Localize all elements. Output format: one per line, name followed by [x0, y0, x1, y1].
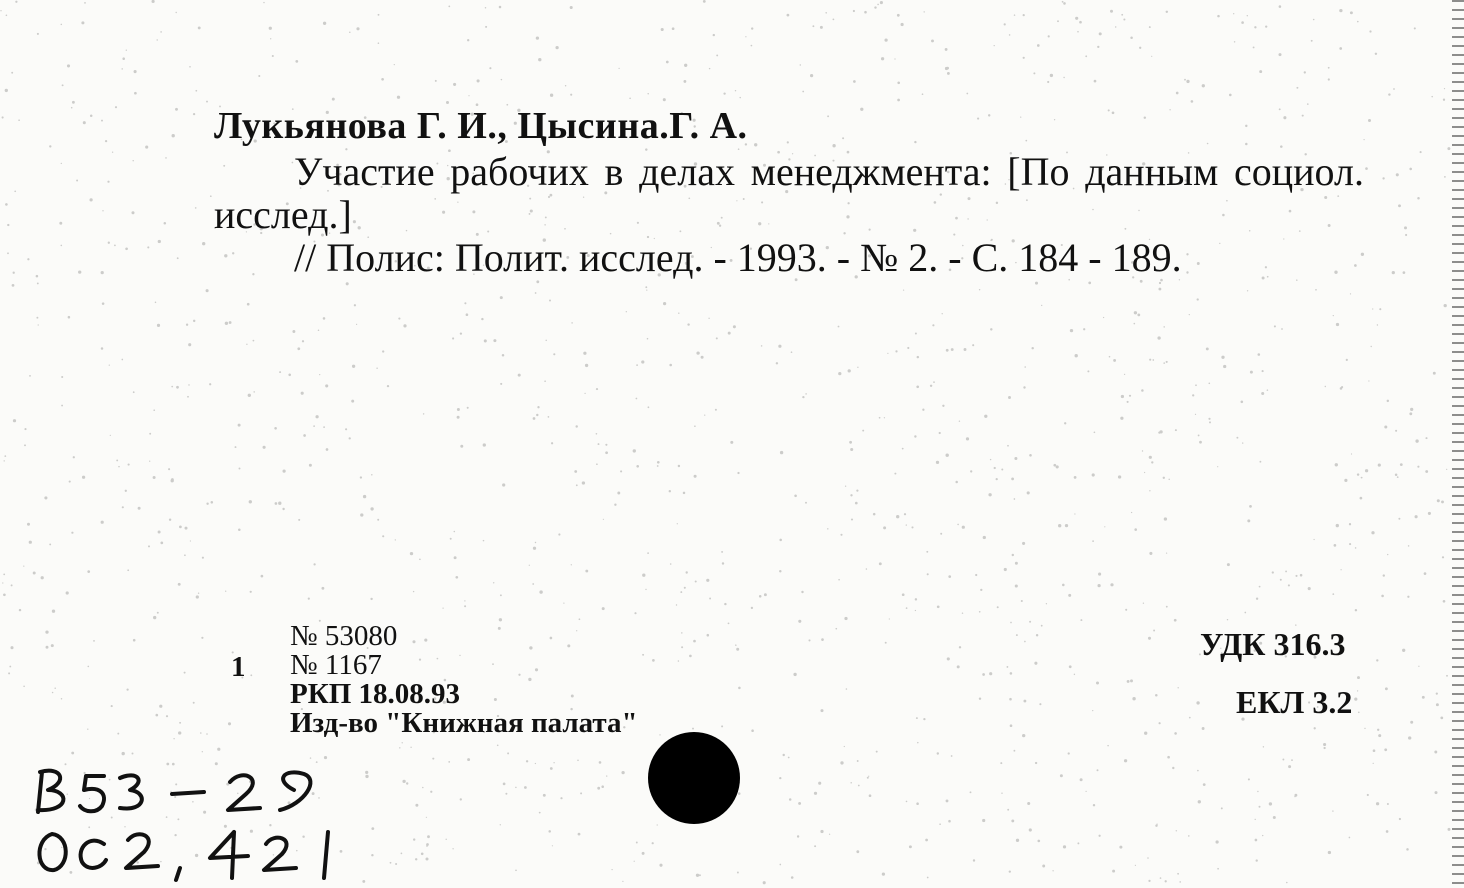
imprint-line-1: № 53080 [290, 620, 398, 652]
card-right-edge [1452, 0, 1464, 888]
author-line: Лукьянова Г. И., Цысина.Г. А. [214, 105, 748, 147]
handwritten-shelfmark [34, 760, 354, 888]
imprint-line-4: Изд-во "Книжная палата" [290, 707, 638, 739]
udk-index: УДК 316.3 [1200, 626, 1346, 662]
ekl-index: ЕКЛ 3.2 [1236, 684, 1353, 720]
source-paragraph: // Полис: Полит. исслед. - 1993. - № 2. - С. 184 - 189. [294, 235, 1182, 280]
title-paragraph: Участие рабочих в делах менеджмента: [По данным социол. исслед.] [214, 149, 1364, 237]
copy-number: 1 [231, 651, 246, 683]
imprint-line-3: РКП 18.08.93 [290, 678, 461, 710]
punch-hole [648, 732, 740, 824]
imprint-block [290, 622, 638, 738]
imprint-line-2: № 1167 [290, 649, 382, 681]
bibliographic-description [214, 150, 1364, 279]
